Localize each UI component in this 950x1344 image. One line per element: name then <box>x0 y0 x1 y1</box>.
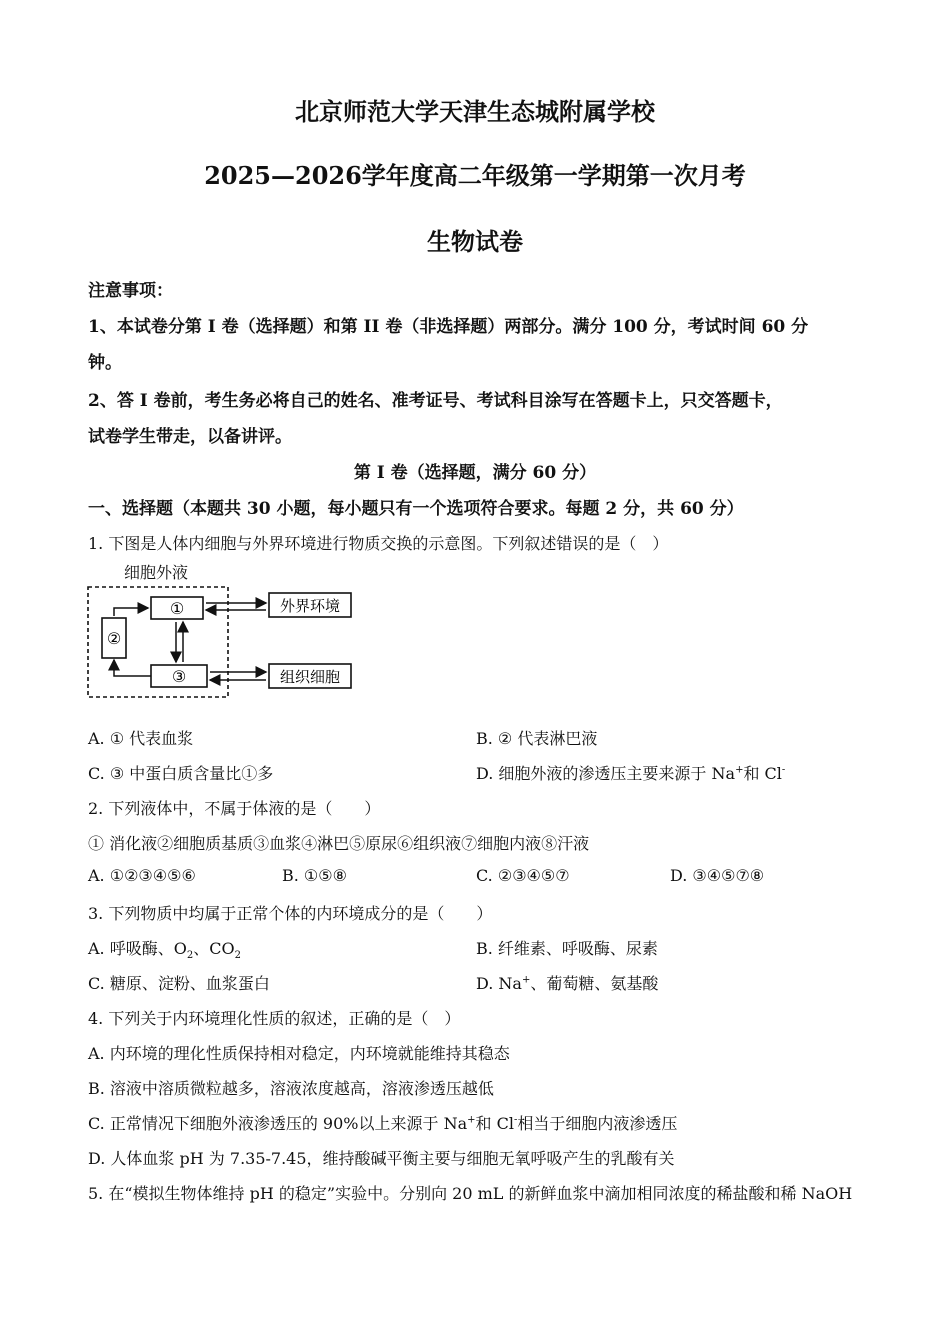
q2-option-a: A. ①②③④⑤⑥ <box>88 866 196 885</box>
q2-option-c: C. ②③④⑤⑦ <box>476 866 570 885</box>
node-3-label: ③ <box>171 667 187 686</box>
q3-option-c: C. 糖原、淀粉、血浆蛋白 <box>88 974 270 993</box>
q2-option-b: B. ①⑤⑧ <box>282 866 347 885</box>
exam-title: 2025—2026学年度高二年级第一学期第一次月考 <box>204 161 746 190</box>
q3-stem: 3. 下列物质中均属于正常个体的内环境成分的是（ ） <box>88 904 493 923</box>
q4-option-d: D. 人体血浆 pH 为 7.35-7.45，维持酸碱平衡主要与细胞无氧呼吸产生的乳酸有关 <box>88 1149 675 1168</box>
q3-option-b: B. 纤维素、呼吸酶、尿素 <box>476 939 658 958</box>
node-tissue-label: 组织细胞 <box>279 668 341 686</box>
q3-option-a: A. 呼吸酶、$O_2$、$CO_2$ <box>88 939 241 962</box>
q2-option-d: D. ③④⑤⑦⑧ <box>670 866 765 885</box>
node-2-label: ② <box>106 629 122 648</box>
section-heading: 一、选择题（本题共 30 小题，每小题只有一个选项符合要求。每题 2 分，共 60 分） <box>88 499 744 519</box>
diagram-label-extracellular: 细胞外液 <box>124 563 189 582</box>
q1-option-d: D. 细胞外液的渗透压主要来源于 Na+和 Cl- <box>476 764 786 783</box>
q5-stem: 5. 在“模拟生物体维持 pH 的稳定”实验中。分别向 20 mL 的新鲜血浆中滴加相同浓度的稀盐酸和稀 NaOH <box>88 1184 853 1203</box>
notice-2a: 2、答 I 卷前，考生务必将自己的姓名、准考证号、考试科目涂写在答题卡上，只交答题卡， <box>88 391 783 411</box>
q1-option-b: B. ② 代表淋巴液 <box>476 729 598 748</box>
notice-1b: 钟。 <box>88 353 122 373</box>
node-1-label: ① <box>169 599 185 618</box>
q1-option-a: A. ① 代表血浆 <box>88 729 194 748</box>
part-one-heading: 第 I 卷（选择题，满分 60 分） <box>353 463 597 483</box>
q1-stem: 1. 下图是人体内细胞与外界环境进行物质交换的示意图。下列叙述错误的是（ ） <box>88 534 669 553</box>
q4-option-c: C. 正常情况下细胞外液渗透压的 90%以上来源于 Na+和 Cl-相当于细胞内液渗透压 <box>88 1114 678 1133</box>
q4-stem: 4. 下列关于内环境理化性质的叙述，正确的是（ ） <box>88 1009 461 1028</box>
q4-option-b: B. 溶液中溶质微粒越多，溶液浓度越高，溶液渗透压越低 <box>88 1079 494 1098</box>
notice-1a: 1、本试卷分第 I 卷（选择题）和第 II 卷（非选择题）两部分。满分 100 分，考试时间 60 分 <box>88 317 809 337</box>
school-title: 北京师范大学天津生态城附属学校 <box>295 97 655 126</box>
notice-2b: 试卷学生带走，以备讲评。 <box>88 427 292 447</box>
q1-option-c: C. ③ 中蛋白质含量比①多 <box>88 764 274 783</box>
q2-list: ① 消化液②细胞质基质③血浆④淋巴⑤原尿⑥组织液⑦细胞内液⑧汗液 <box>88 834 590 853</box>
exchange-diagram <box>86 560 366 700</box>
notice-heading: 注意事项： <box>88 281 173 301</box>
subject-title: 生物试卷 <box>427 227 523 256</box>
q4-option-a: A. 内环境的理化性质保持相对稳定，内环境就能维持其稳态 <box>88 1044 510 1063</box>
node-outside-label: 外界环境 <box>279 597 341 615</box>
q3-option-d: D. Na+、葡萄糖、氨基酸 <box>476 974 659 993</box>
q2-stem: 2. 下列液体中，不属于体液的是（ ） <box>88 799 381 818</box>
